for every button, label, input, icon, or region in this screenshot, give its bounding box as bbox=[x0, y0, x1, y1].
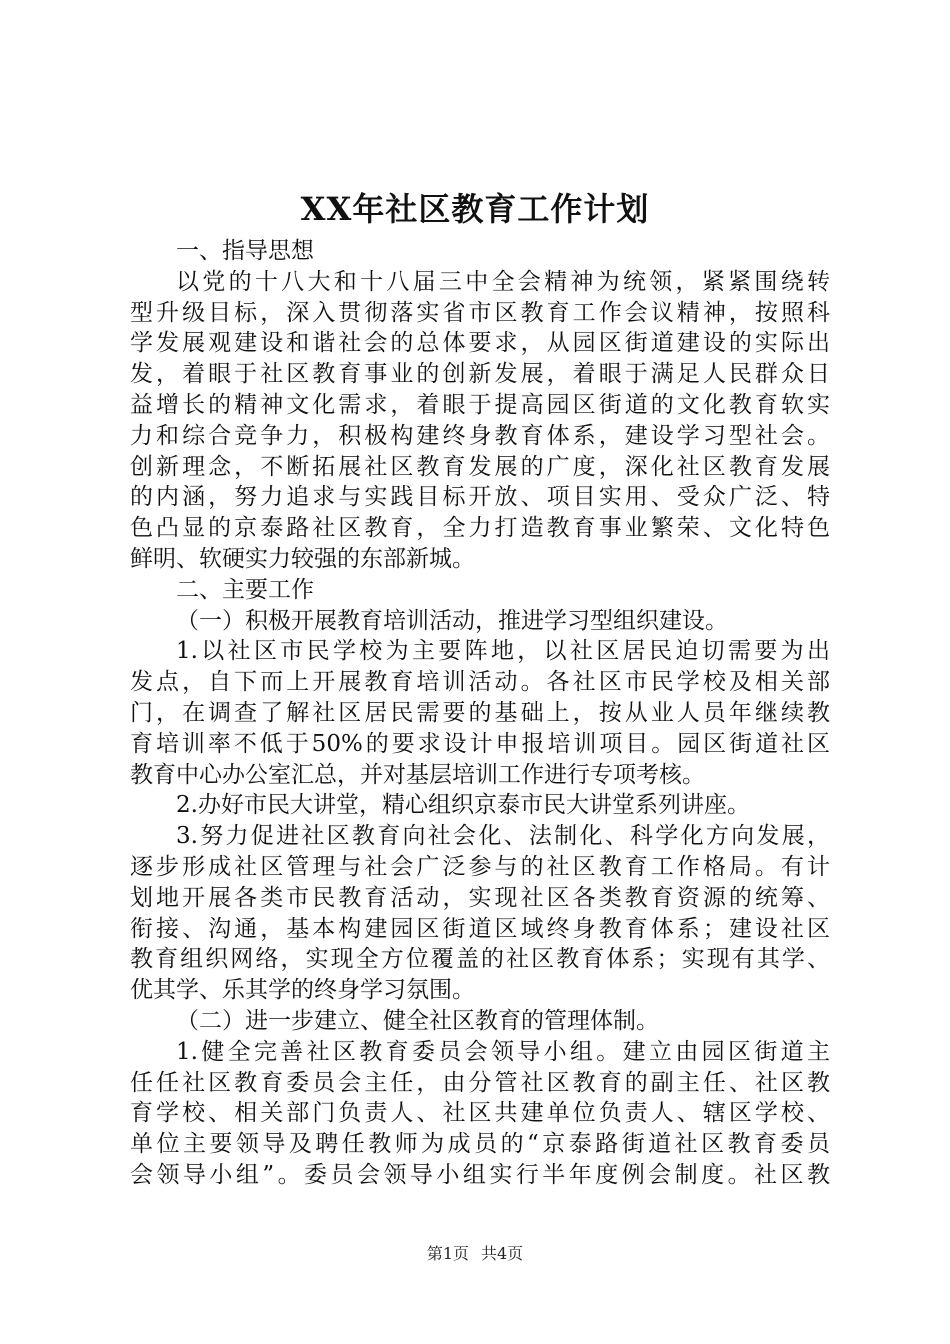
text-line: 1.以社区市民学校为主要阵地，以社区居民迫切需要为出 bbox=[176, 638, 830, 665]
text-line: （一）积极开展教育培训活动，推进学习型组织建设。 bbox=[176, 607, 728, 634]
text-line: 划地开展各类市民教育活动，实现社区各类教育资源的统筹、 bbox=[130, 884, 830, 911]
page-footer bbox=[0, 1242, 950, 1266]
text-line: 教育中心办公室汇总，并对基层培训工作进行专项考核。 bbox=[130, 761, 705, 788]
text-line: 学发展观建设和谐社会的总体要求，从园区街道建设的实际出 bbox=[130, 330, 830, 357]
text-line: 育培训率不低于50%的要求设计申报培训项目。园区街道社区 bbox=[130, 730, 830, 757]
page-total: 共4页 bbox=[481, 1244, 524, 1263]
text-line: 育学校、相关部门负责人、社区共建单位负责人、辖区学校、 bbox=[130, 1100, 830, 1127]
text-line: 色凸显的京泰路社区教育，全力打造教育事业繁荣、文化特色 bbox=[130, 515, 830, 542]
text-line: 会领导小组”。委员会领导小组实行半年度例会制度。社区教 bbox=[130, 1161, 830, 1188]
text-line: 发点，自下而上开展教育培训活动。各社区市民学校及相关部 bbox=[130, 669, 830, 696]
text-line: 二、主要工作 bbox=[176, 576, 314, 603]
text-line: 的内涵，努力追求与实践目标开放、项目实用、受众广泛、特 bbox=[130, 484, 830, 511]
document-body bbox=[130, 236, 830, 1191]
text-line: 任任社区教育委员会主任，由分管社区教育的副主任、社区教 bbox=[130, 1069, 830, 1096]
text-line: 2.办好市民大讲堂，精心组织京泰市民大讲堂系列讲座。 bbox=[176, 792, 750, 819]
text-line: 创新理念，不断拓展社区教育发展的广度，深化社区教育发展 bbox=[130, 453, 830, 480]
text-line: 发，着眼于社区教育事业的创新发展，着眼于满足人民群众日 bbox=[130, 361, 830, 388]
text-line: 以党的十八大和十八届三中全会精神为统领，紧紧围绕转 bbox=[176, 268, 830, 295]
text-line: （二）进一步建立、健全社区教育的管理体制。 bbox=[176, 1007, 659, 1034]
text-line: 益增长的精神文化需求，着眼于提高园区街道的文化教育软实 bbox=[130, 391, 830, 418]
text-line: 衔接、沟通，基本构建园区街道区域终身教育体系；建设社区 bbox=[130, 915, 830, 942]
text-line: 型升级目标，深入贯彻落实省市区教育工作会议精神，按照科 bbox=[130, 299, 830, 326]
text-line: 力和综合竞争力，积极构建终身教育体系，建设学习型社会。 bbox=[130, 422, 830, 449]
text-line: 门，在调查了解社区居民需要的基础上，按从业人员年继续教 bbox=[130, 699, 830, 726]
text-line: 1.健全完善社区教育委员会领导小组。建立由园区街道主 bbox=[176, 1038, 830, 1065]
page-number: 第1页 bbox=[426, 1244, 469, 1263]
document-title: XX年社区教育工作计划 bbox=[300, 190, 650, 228]
text-line: 鲜明、软硬实力较强的东部新城。 bbox=[130, 545, 475, 572]
text-line: 单位主要领导及聘任教师为成员的“京泰路街道社区教育委员 bbox=[130, 1131, 830, 1158]
text-line: 一、指导思想 bbox=[176, 238, 314, 264]
text-line: 3.努力促进社区教育向社会化、法制化、科学化方向发展， bbox=[176, 823, 830, 850]
text-line: 优其学、乐其学的终身学习氛围。 bbox=[130, 977, 475, 1004]
text-line: 逐步形成社区管理与社会广泛参与的社区教育工作格局。有计 bbox=[130, 853, 830, 880]
text-line: 教育组织网络，实现全方位覆盖的社区教育体系；实现有其学、 bbox=[130, 946, 830, 973]
